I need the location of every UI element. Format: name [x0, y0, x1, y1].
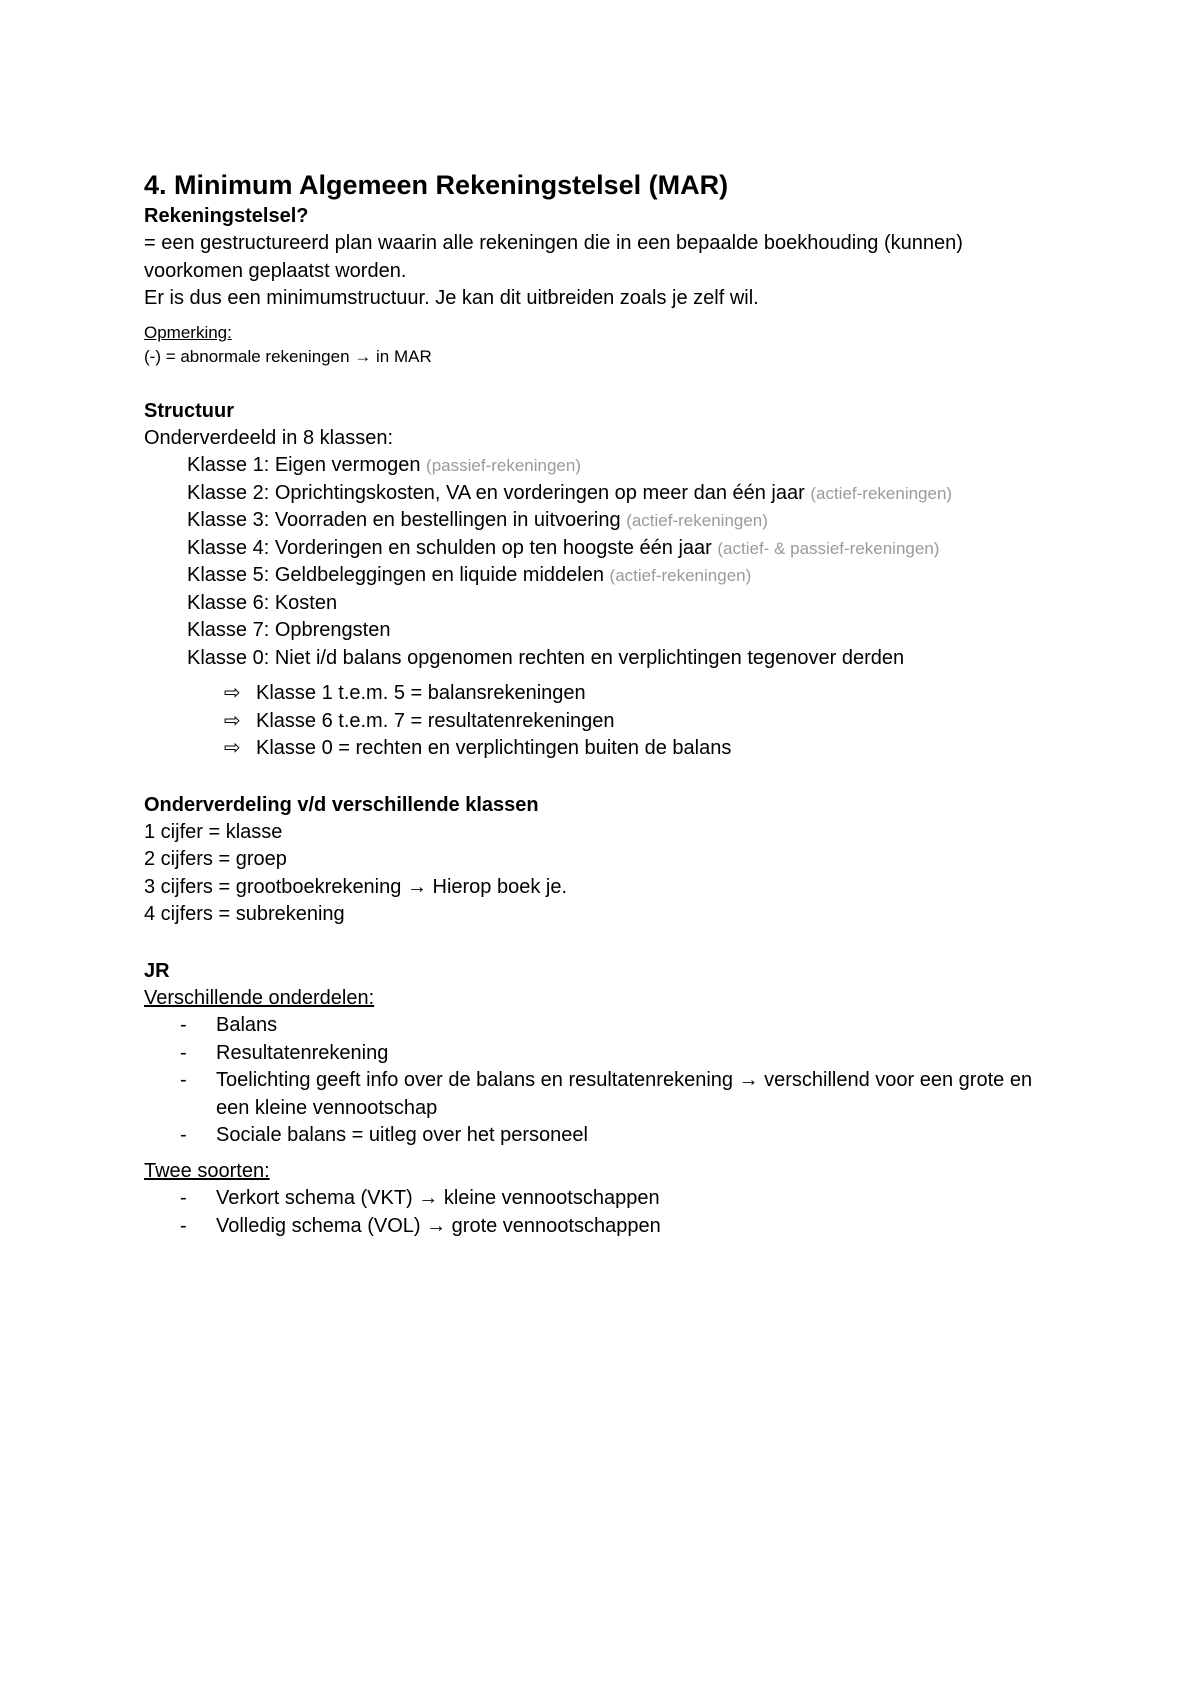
- section-heading-jr: JR: [144, 959, 170, 982]
- digit-rule: 4 cijfers = subrekening: [144, 903, 345, 925]
- list-item: - Toelichting geeft info over de balans en resultatenrekening → verschillend voor een grote en een kleine vennootschap: [180, 1069, 1033, 1119]
- klasse-item: Klasse 7: Opbrengsten: [187, 619, 391, 641]
- arrow-icon: →: [406, 875, 427, 898]
- arrow-icon: →: [418, 1187, 439, 1209]
- summary-bullet: ⇨ Klasse 0 = rechten en verplichtingen buiten de balans: [144, 735, 1064, 763]
- arrow-right-outline-icon: ⇨: [224, 737, 241, 759]
- klasse-item: Klasse 4: Vorderingen en schulden op ten hoogste één jaar (actief- & passief-rekeningen): [187, 536, 940, 559]
- arrow-icon: →: [354, 346, 372, 366]
- klasse-item: Klasse 5: Geldbeleggingen en liquide middelen (actief-rekeningen): [187, 564, 752, 586]
- arrow-icon: →: [738, 1069, 759, 1091]
- page-title: 4. Minimum Algemeen Rekeningstelsel (MAR): [144, 170, 729, 200]
- section-heading-rekeningstelsel: Rekeningstelsel?: [144, 205, 309, 227]
- digit-rule: 2 cijfers = groep: [144, 848, 287, 870]
- structure-intro: Onderverdeeld in 8 klassen:: [144, 426, 394, 449]
- klasse-item: Klasse 0: Niet i/d balans opgenomen rechten en verplichtingen tegenover derden: [187, 646, 905, 669]
- klasse-item: Klasse 6: Kosten: [187, 591, 338, 614]
- list-item: - Balans: [180, 1014, 278, 1036]
- arrow-icon: →: [426, 1214, 447, 1237]
- list-item: - Resultatenrekening: [180, 1041, 389, 1064]
- arrow-right-outline-icon: ⇨: [224, 682, 241, 704]
- arrow-right-outline-icon: ⇨: [224, 709, 241, 732]
- klasse-item: Klasse 1: Eigen vermogen (passief-rekeningen): [187, 454, 581, 476]
- section-heading-structuur: Structuur: [144, 399, 234, 422]
- subheading-soorten: Twee soorten:: [144, 1159, 270, 1182]
- klasse-item: Klasse 3: Voorraden en bestellingen in uitvoering (actief-rekeningen): [187, 509, 768, 531]
- digit-rule: 1 cijfer = klasse: [144, 820, 283, 843]
- definition-text: = een gestructureerd plan waarin alle rekeningen die in een bepaalde boekhouding (kunnen) voorkomen geplaatst worden.: [144, 232, 963, 282]
- note-label: Opmerking:: [144, 322, 232, 342]
- klasse-item: Klasse 2: Oprichtingskosten, VA en vorderingen op meer dan één jaar (actief-rekeningen): [187, 481, 953, 504]
- note-text: (-) = abnormale rekeningen → in MAR: [144, 346, 432, 366]
- summary-bullet: ⇨ Klasse 1 t.e.m. 5 = balansrekeningen: [144, 680, 1064, 708]
- digit-rule: 3 cijfers = grootboekrekening → Hierop boek je.: [144, 875, 568, 898]
- list-item: - Volledig schema (VOL) → grote vennootschappen: [180, 1214, 661, 1237]
- document-page: [144, 168, 1064, 1240]
- list-item: - Sociale balans = uitleg over het personeel: [180, 1124, 588, 1146]
- subheading-onderdelen: Verschillende onderdelen:: [144, 986, 375, 1009]
- section-heading-onderverdeling: Onderverdeling v/d verschillende klassen: [144, 793, 539, 816]
- list-item: - Verkort schema (VKT) → kleine vennootschappen: [180, 1187, 660, 1209]
- summary-bullet: ⇨ Klasse 6 t.e.m. 7 = resultatenrekeningen: [144, 708, 1064, 736]
- paragraph-text: Er is dus een minimumstructuur. Je kan dit uitbreiden zoals je zelf wil.: [144, 287, 759, 309]
